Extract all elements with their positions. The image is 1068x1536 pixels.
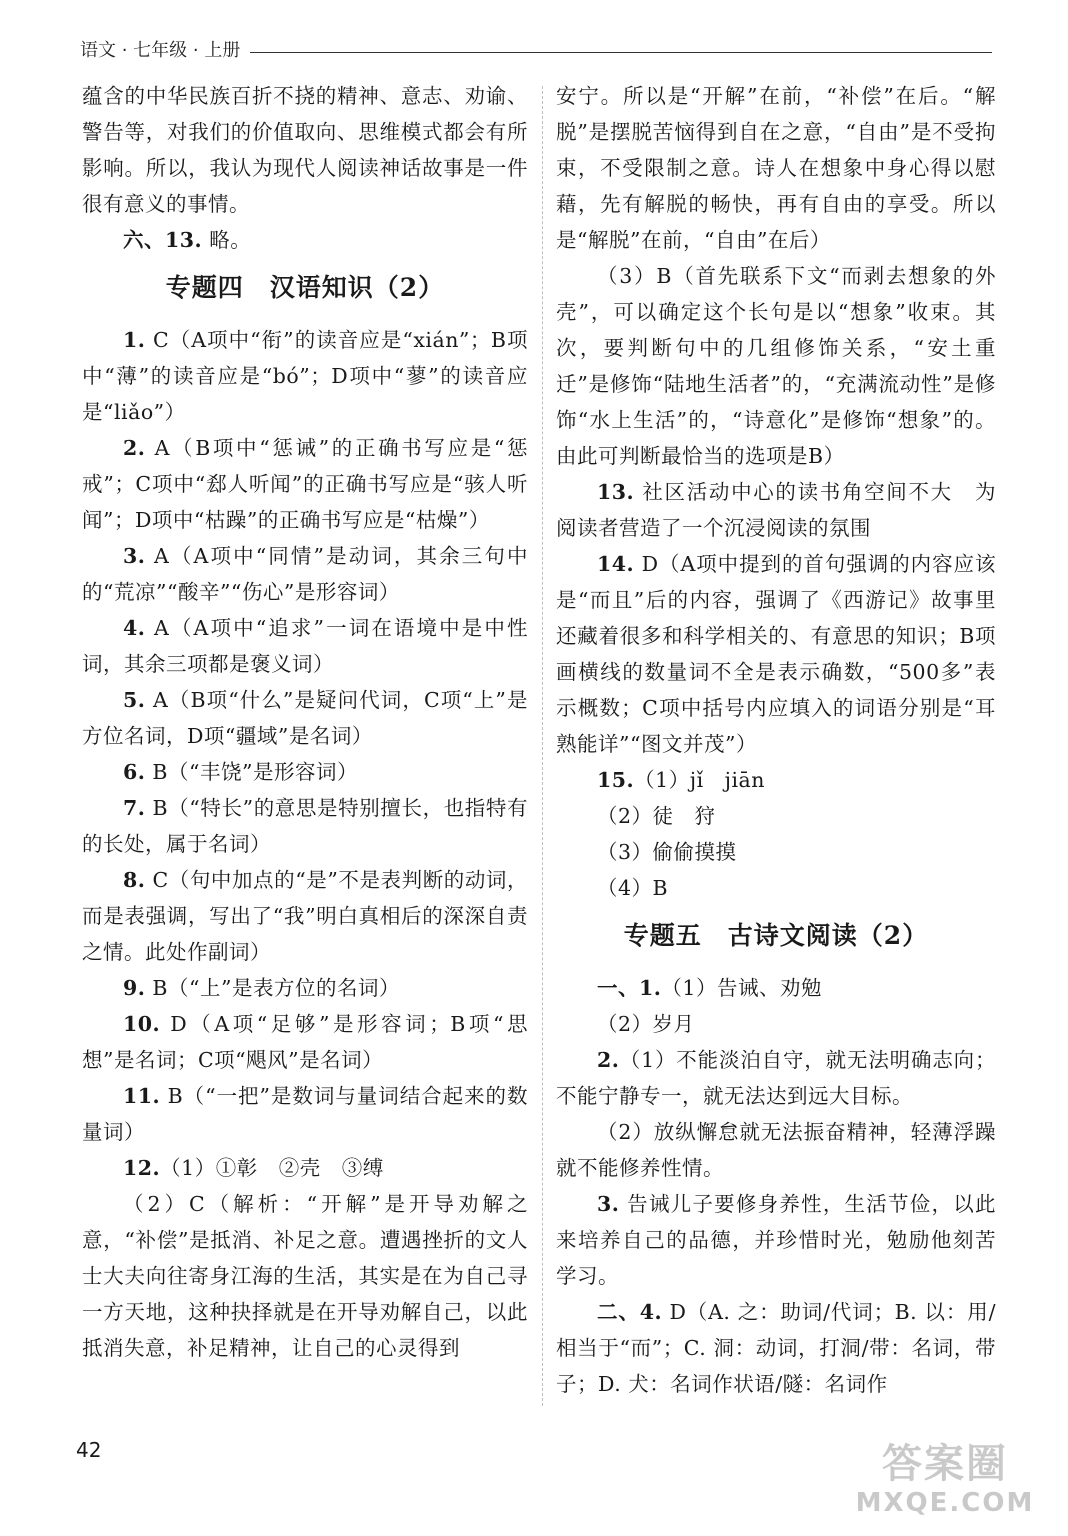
answer-paragraph [82,322,528,430]
question-number: 3. [597,1192,620,1216]
answer-paragraph [82,430,528,538]
question-number: 12. [123,1156,161,1180]
answer-paragraph [82,222,528,258]
answer-text: B（“丰饶”是形容词） [145,760,358,784]
answer-text: （1）jǐ jiān [634,768,765,792]
answer-paragraph [556,1042,996,1114]
answer-paragraph [556,1186,996,1294]
answer-paragraph [82,610,528,682]
answer-text: D（A. 之：助词/代词；B. 以：用/相当于“而”；C. 洞：动词，打洞/带：名词，带子；D. 犬：名词作状语/隧：名词作 [556,1300,996,1396]
question-number: 2. [123,436,146,460]
question-number: 15. [597,768,635,792]
question-number: 13. [597,480,635,504]
answer-text: B（“特长”的意思是特别擅长，也指特有的长处，属于名词） [82,796,528,856]
answer-paragraph [556,258,996,474]
answer-text: 略。 [202,228,252,252]
watermark-sub: MXQE.COM [855,1488,1035,1518]
answer-text: 告诫儿子要修身养性，生活节俭，以此来培养自己的品德，并珍惜时光，勉励他刻苦学习。 [556,1192,996,1288]
page-header [80,36,992,66]
answer-text: （2）徒 狩 [597,804,716,828]
answer-paragraph [82,538,528,610]
answer-text: （1）告诫、劝勉 [661,976,822,1000]
question-number: 一、1. [597,976,662,1000]
answer-paragraph [556,546,996,762]
question-number: 11. [123,1084,161,1108]
answer-paragraph [556,970,996,1006]
section-title: 专题五 古诗文阅读（2） [623,921,929,950]
column-divider [542,86,543,1406]
section-title: 专题四 汉语知识（2） [165,273,445,302]
answer-paragraph [82,1186,528,1366]
answer-text: D（A项“足够”是形容词；B项“思想”是名词；C项“飓风”是名词） [82,1012,528,1072]
question-number: 六、13. [123,228,203,252]
answer-paragraph [556,1006,996,1042]
question-number: 3. [123,544,146,568]
answer-text: C（A项中“衔”的读音应是“xián”；B项中“薄”的读音应是“bó”；D项中“蓼”的读音应是“liǎo”） [82,328,528,424]
answer-text: A（B项中“惩诫”的正确书写应是“惩戒”；C项中“郄人听闻”的正确书写应是“骇人听闻”；D项中“枯躁”的正确书写应是“枯燥”） [82,436,528,532]
answer-paragraph [82,1150,528,1186]
question-number: 7. [123,796,146,820]
right-column [556,78,996,1402]
answer-text: B（“上”是表方位的名词） [145,976,400,1000]
answer-text: A（B项“什么”是疑问代词，C项“上”是方位名词，D项“疆域”是名词） [82,688,528,748]
answer-text: （3）B（首先联系下文“而剥去想象的外壳”，可以确定这个长句是以“想象”收束。其次，要判断句中的几组修饰关系，“安土重迁”是修饰“陆地生活者”的，“充满流动性”是修饰“水上生活”的，“诗意化”是修饰“想象”的。由此可判断最恰当的选项是B） [556,264,996,468]
answer-text: （1）①彰 ②壳 ③缚 [160,1156,384,1180]
answer-paragraph [82,754,528,790]
question-number: 5. [123,688,146,712]
question-number: 2. [597,1048,620,1072]
answer-text: 安宁。所以是“开解”在前，“补偿”在后。“解脱”是摆脱苦恼得到自在之意，“自由”是不受拘束，不受限制之意。诗人在想象中身心得以慰藉，先有解脱的畅快，再有自由的享受。所以是“解脱”在前，“自由”在后） [556,84,996,252]
answer-text: D（A项中提到的首句强调的内容应该是“而且”后的内容，强调了《西游记》故事里还藏着很多和科学相关的、有意思的知识；B项画横线的数量词不全是表示确数，“500多”表示概数；C项中括号内应填入的词语分别是“耳熟能详”“图文并茂”） [556,552,996,756]
answer-text: （2）C（解析：“开解”是开导劝解之意，“补偿”是抵消、补足之意。遭遇挫折的文人士大夫向往寄身江海的生活，其实是在为自己寻一方天地，这种抉择就是在开导劝解自己，以此抵消失意，补足精神，让自己的心灵得到 [82,1192,528,1360]
answer-paragraph [556,78,996,258]
answer-paragraph [82,862,528,970]
answer-paragraph [82,1078,528,1150]
answer-paragraph [82,78,528,222]
answer-text: A（A项中“追求”一词在语境中是中性词，其余三项都是褒义词） [82,616,528,676]
page-number: 42 [76,1438,102,1462]
answer-text: B（“一把”是数词与量词结合起来的数量词） [82,1084,528,1144]
answer-paragraph [556,798,996,834]
watermark-main: 答案圈 [882,1441,1008,1487]
question-number: 二、4. [597,1300,663,1324]
answer-text: （1）不能淡泊自守，就无法明确志向；不能宁静专一，就无法达到远大目标。 [556,1048,996,1108]
answer-paragraph [82,682,528,754]
question-number: 4. [123,616,146,640]
answer-paragraph [556,762,996,798]
watermark-logo [840,1440,1050,1526]
answer-paragraph [556,870,996,906]
answer-text: （2）放纵懈怠就无法振奋精神，轻薄浮躁就不能修养性情。 [556,1120,996,1180]
answer-text: （2）岁月 [597,1012,695,1036]
question-number: 10. [123,1012,161,1036]
answer-text: （3）偷偷摸摸 [597,840,737,864]
question-number: 8. [123,868,146,892]
answer-paragraph [82,790,528,862]
answer-text: C（句中加点的“是”不是表判断的动词，而是表强调，写出了“我”明白真相后的深深自责之情。此处作副词） [82,868,528,964]
answer-text: A（A项中“同情”是动词，其余三句中的“荒凉”“酸辛”“伤心”是形容词） [82,544,528,604]
header-label: 语文 · 七年级 · 上册 [80,36,250,66]
question-number: 9. [123,976,146,1000]
answer-paragraph [556,1114,996,1186]
answer-paragraph [556,474,996,546]
question-number: 1. [123,328,146,352]
answer-paragraph [556,1294,996,1402]
answer-text: （4）B [597,876,669,900]
answer-paragraph [82,1006,528,1078]
question-number: 14. [597,552,635,576]
answer-paragraph [556,834,996,870]
answer-text: 社区活动中心的读书角空间不大 为阅读者营造了一个沉浸阅读的氛围 [556,480,996,540]
answer-text: 蕴含的中华民族百折不挠的精神、意志、劝谕、警告等，对我们的价值取向、思维模式都会有所影响。所以，我认为现代人阅读神话故事是一件很有意义的事情。 [82,84,528,216]
left-column [82,78,528,1366]
answer-paragraph [82,970,528,1006]
question-number: 6. [123,760,146,784]
